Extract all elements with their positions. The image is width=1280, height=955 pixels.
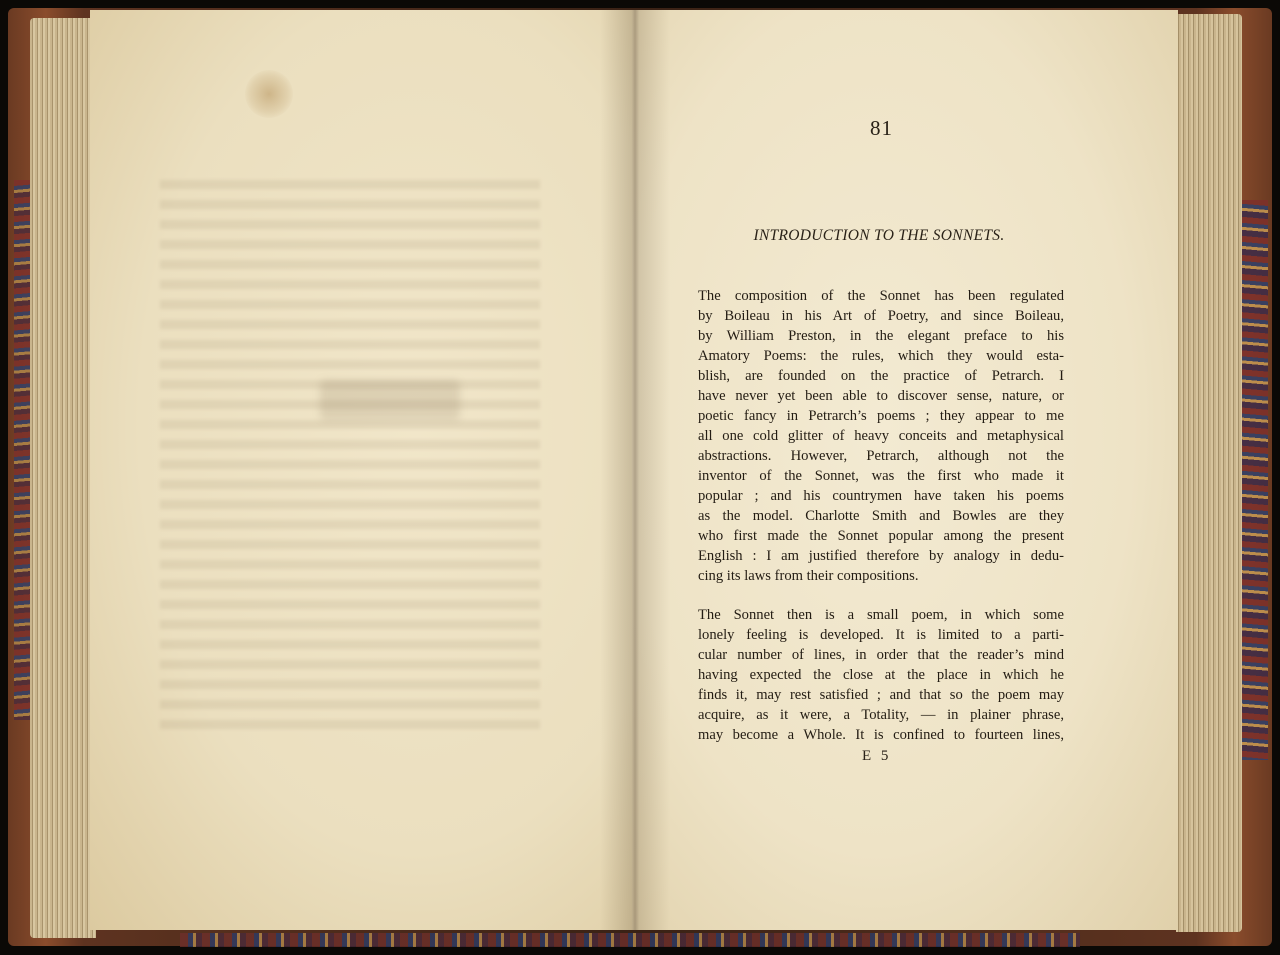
marbled-endpaper-right	[1240, 200, 1268, 760]
text-line: by William Preston, in the elegant preface to his	[698, 328, 1064, 344]
page-number: 81	[870, 116, 893, 140]
page-stack-left	[30, 18, 96, 938]
text-line: popular ; and his countrymen have taken his poems	[698, 488, 1064, 504]
text-line: cing its laws from their compositions.	[698, 568, 919, 584]
text-line: by Boileau in his Art of Poetry, and since Boileau,	[698, 308, 1064, 324]
page-stack-right	[1176, 14, 1242, 932]
marbled-edge-bottom	[180, 933, 1080, 947]
foxing-stain	[245, 70, 293, 118]
text-line: may become a Whole. It is confined to fourteen lines,	[698, 727, 1064, 743]
text-line: finds it, may rest satisfied ; and that so the poem may	[698, 687, 1064, 703]
text-line: who first made the Sonnet popular among the present	[698, 528, 1064, 544]
text-line: acquire, as it were, a Totality, — in plainer phrase,	[698, 707, 1064, 723]
text-line: The Sonnet then is a small poem, in which some	[698, 607, 1064, 623]
text-line: having expected the close at the place in which he	[698, 667, 1064, 683]
text-line: have never yet been able to discover sense, nature, or	[698, 388, 1064, 404]
text-line: inventor of the Sonnet, was the first who made it	[698, 468, 1064, 484]
paragraph-1	[698, 286, 1064, 586]
bleed-through-title	[320, 380, 460, 420]
chapter-title: INTRODUCTION TO THE SONNETS.	[753, 227, 1005, 244]
signature-mark: E 5	[862, 748, 892, 764]
text-line: cular number of lines, in order that the reader’s mind	[698, 647, 1064, 663]
paragraph-2	[698, 605, 1064, 745]
text-line: English : I am justified therefore by analogy in dedu-	[698, 548, 1064, 564]
text-line: lonely feeling is developed. It is limited to a parti-	[698, 627, 1064, 643]
text-line: Amatory Poems: the rules, which they would esta-	[698, 348, 1064, 364]
bleed-through-text	[160, 180, 540, 740]
text-line: all one cold glitter of heavy conceits and metaphysical	[698, 428, 1064, 444]
text-line: The composition of the Sonnet has been regulated	[698, 288, 1064, 304]
text-line: poetic fancy in Petrarch’s poems ; they appear to me	[698, 408, 1064, 424]
text-line: as the model. Charlotte Smith and Bowles are they	[698, 508, 1064, 524]
text-line: blish, are founded on the practice of Petrarch. I	[698, 368, 1064, 384]
text-line: abstractions. However, Petrarch, although not the	[698, 448, 1064, 464]
